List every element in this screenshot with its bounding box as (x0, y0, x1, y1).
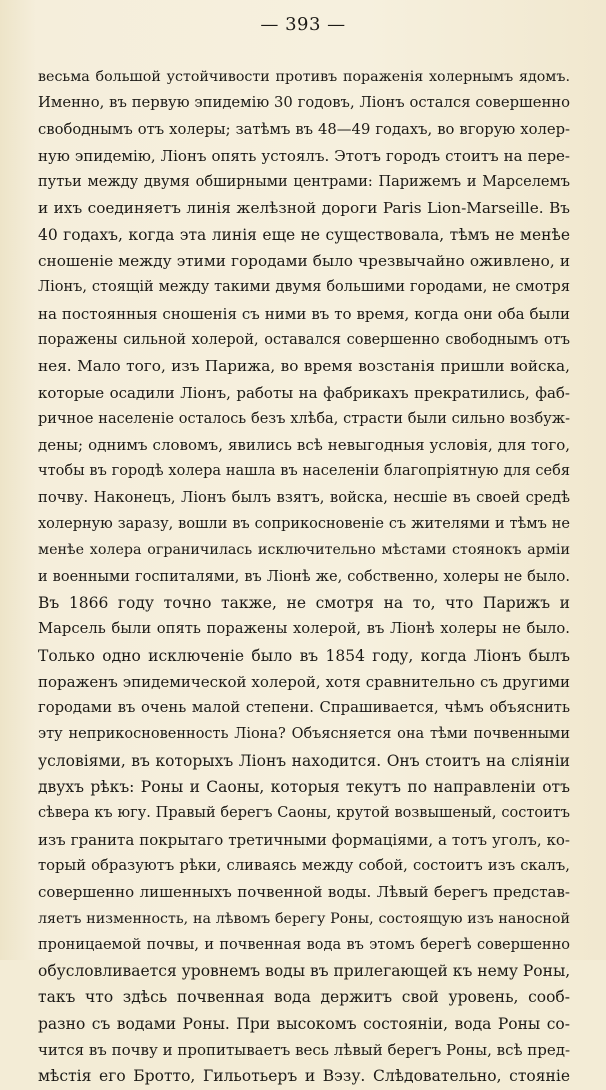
text-line: путьи между двумя обширными центрами: Парижемъ и Марселемъ (38, 174, 570, 191)
text-line: Ліонъ, стоящій между такими двумя большими городами, не смотря (38, 279, 570, 296)
text-line: Только одно исключеніе было въ 1854 году, когда Ліонъ былъ (38, 646, 570, 665)
body-text (38, 64, 570, 1090)
text-line: чтобы въ городѣ холера нашла въ населеніи благопріятную для себя (38, 463, 570, 480)
text-line: изъ гранита покрытаго третичными формаціями, а тотъ уголъ, ко- (38, 830, 570, 849)
text-line: сношеніе между этими городами было чрезвычайно оживлено, и (38, 252, 570, 271)
text-line: 40 годахъ, когда эта линія еще не существовала, тѣмъ не менѣе (38, 225, 570, 244)
text-line: ричное населеніе осталось безъ хлѣба, страсти были сильно возбуж- (38, 410, 570, 427)
text-line: условіями, въ которыхъ Ліонъ находится. Онъ стоитъ на сліяніи (38, 751, 570, 770)
text-line: на постоянныя сношенія съ ними въ то время, когда они оба были (38, 304, 570, 323)
text-line: двухъ рѣкъ: Роны и Саоны, которыя текутъ по направленіи отъ (38, 778, 570, 797)
text-line: и ихъ соединяетъ линія желѣзной дороги Paris Lion-Marseille. Въ (38, 199, 570, 218)
text-line: чится въ почву и пропитываетъ весь лѣвый берегъ Роны, всѣ пред- (38, 1040, 570, 1059)
text-line: торый образуютъ рѣки, сливаясь между собой, состоитъ изъ скалъ, (38, 856, 570, 874)
text-line: ную эпидемію, Ліонъ опять устоялъ. Этотъ городъ стоитъ на пере- (38, 146, 570, 165)
text-line: совершенно лишенныхъ почвенной воды. Лѣвый берегъ представ- (38, 883, 570, 902)
text-line: разно съ водами Роны. При высокомъ состояніи, вода Роны со- (38, 1014, 570, 1033)
text-line: мѣстія его Бротто, Гильотьеръ и Вэзу. Слѣдовательно, стояніе (38, 1067, 570, 1086)
text-line: поражены сильной холерой, оставался совершенно свободнымъ отъ (38, 331, 570, 348)
text-line: которые осадили Ліонъ, работы на фабрикахъ прекратились, фаб- (38, 383, 570, 402)
text-line: холерную заразу, вошли въ соприкосновеніе съ жителями и тѣмъ не (38, 516, 570, 533)
text-line: свободнымъ отъ холеры; затѣмъ въ 48—49 годахъ, во вгорую холер- (38, 120, 570, 138)
text-line: Марсель были опять поражены холерой, въ Ліонѣ холеры не было. (38, 620, 570, 638)
text-line: весьма большой устойчивости противъ пораженія холернымъ ядомъ. (38, 69, 570, 85)
text-line: ляетъ низменность, на лѣвомъ берегу Роны, состоящую изъ наносной (38, 910, 570, 927)
text-line: городами въ очень малой степени. Спрашивается, чѣмъ объяснить (38, 699, 570, 717)
text-line: и военными госпиталями, въ Ліонѣ же, собственно, холеры не было. (38, 568, 570, 585)
text-line: Именно, въ первую эпидемію 30 годовъ, Ліонъ остался совершенно (38, 94, 570, 112)
text-line: обусловливается уровнемъ воды въ прилегающей къ нему Роны, (38, 962, 570, 981)
text-line: такъ что здѣсь почвенная вода держитъ свой уровень, сооб- (38, 988, 570, 1007)
text-line: сѣвера къ югу. Правый берегъ Саоны, крутой возвышеный, состоитъ (38, 805, 570, 822)
text-line: нея. Мало того, изъ Парижа, во время возстанія пришли войска, (38, 357, 570, 376)
text-line: эту неприкосновенность Ліона? Объясняется она тѣми почвенными (38, 726, 570, 743)
page-number: — 393 — (260, 14, 346, 35)
text-line: проницаемой почвы, и почвенная вода въ этомъ берегѣ совершенно (38, 936, 570, 953)
text-line: менѣе холера ограничилась исключительно мѣстами стоянокъ арміи (38, 542, 570, 559)
text-line: Въ 1866 году точно также, не смотря на то, что Парижъ и (38, 593, 570, 612)
text-line: пораженъ эпидемической холерой, хотя сравнительно съ другими (38, 672, 570, 691)
text-line: почву. Наконецъ, Ліонъ былъ взятъ, войска, несшіе въ своей средѣ (38, 488, 570, 506)
text-line: дены; однимъ словомъ, явились всѣ невыгодныя условія, для того, (38, 436, 570, 455)
